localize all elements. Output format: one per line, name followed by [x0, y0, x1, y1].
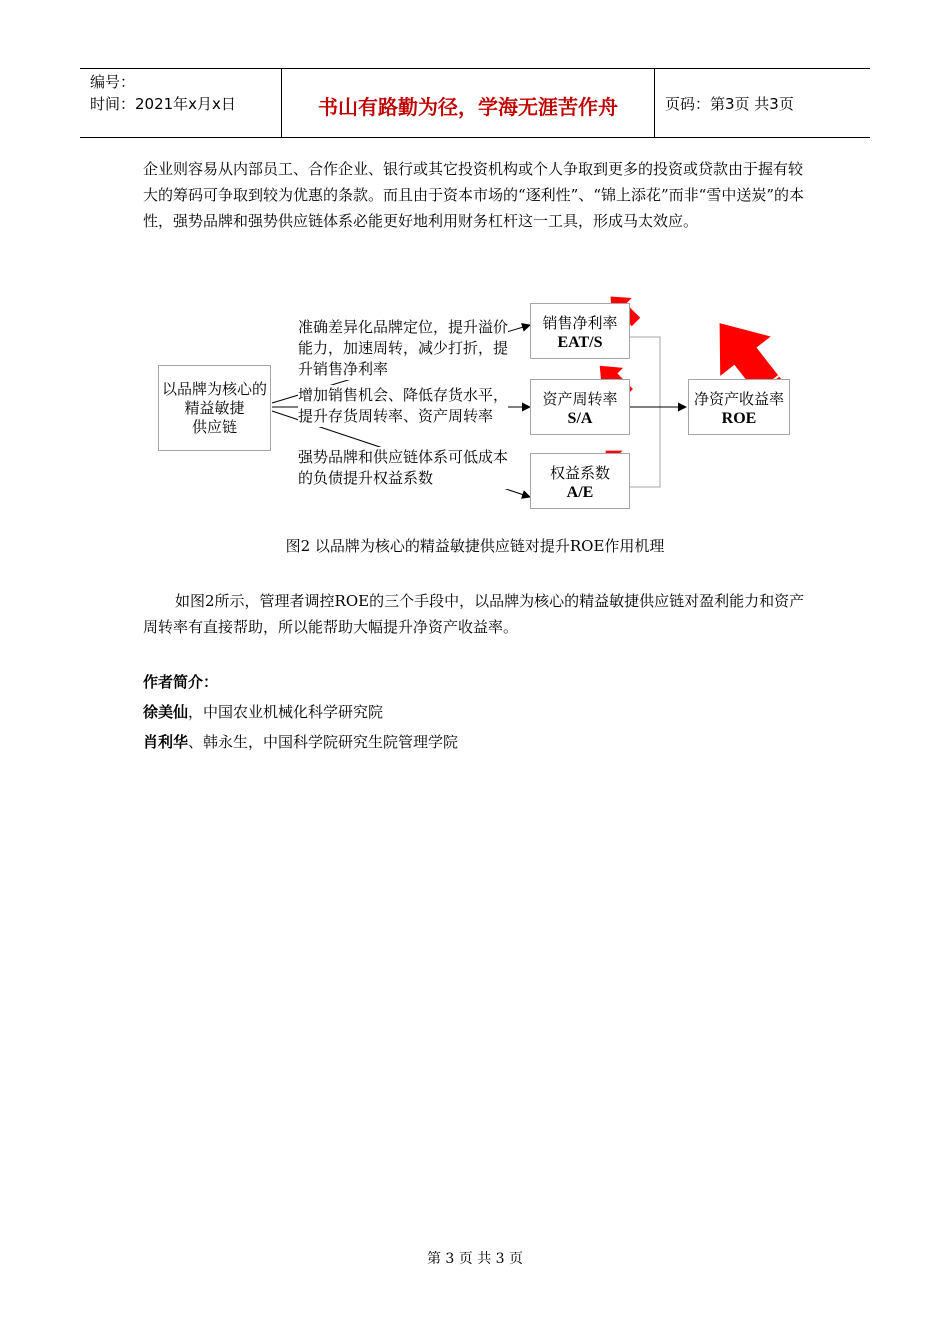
metric-name: 资产周转率	[542, 390, 618, 408]
author-line-2	[143, 731, 458, 753]
body-paragraph-1: 企业则容易从内部员工、合作企业、银行或其它投资机构或个人争取到更多的投资或贷款由于握有较大的筹码可争取到较为优惠的条款。而且由于资本市场的“逐利性”、“锦上添花”而非“雪中送炭”的本性，强势品牌和强势供应链体系必能更好地利用财务杠杆这一工具，形成马太效应。	[143, 160, 805, 230]
document-header	[80, 68, 870, 138]
header-number: 编号：	[90, 73, 136, 91]
figure-caption: 图2 以品牌为核心的精益敏捷供应链对提升ROE作用机理	[285, 537, 665, 555]
source-box	[158, 365, 271, 451]
label-line: 能力，加速周转，减少打折，提	[298, 339, 509, 357]
label-line: 强势品牌和供应链体系可低成本	[298, 448, 509, 466]
metric-formula: EAT/S	[557, 334, 603, 351]
result-box-roe	[688, 379, 790, 435]
bracket-line	[630, 337, 660, 487]
source-line: 精益敏捷	[184, 399, 245, 417]
body-paragraph-2: 如图2所示，管理者调控ROE的三个手段中，以品牌为核心的精益敏捷供应链对盈利能力和资产周转率有直接帮助，所以能帮助大幅提升净资产收益率。	[143, 592, 805, 636]
label-turnover	[298, 385, 508, 427]
source-line: 供应链	[191, 418, 237, 436]
header-motto: 书山有路勤为径，学海无涯苦作舟	[318, 95, 618, 119]
metric-name: 销售净利率	[542, 314, 618, 332]
author-line-1	[143, 701, 383, 723]
result-name: 净资产收益率	[693, 390, 784, 408]
label-equity	[298, 447, 508, 489]
header-date: 时间：2021年x月x日	[90, 95, 236, 113]
label-margin	[298, 317, 508, 380]
label-line: 的负债提升权益系数	[298, 469, 434, 487]
source-line: 以品牌为核心的	[161, 380, 267, 398]
metric-formula: A/E	[566, 484, 594, 501]
metric-box-margin	[530, 303, 630, 359]
author-name: 肖利华	[143, 733, 189, 751]
authors-heading: 作者简介：	[143, 673, 219, 691]
label-line: 准确差异化品牌定位，提升溢价	[298, 318, 509, 336]
metric-formula: S/A	[567, 410, 593, 427]
header-meta	[90, 71, 236, 115]
result-formula: ROE	[721, 410, 757, 427]
header-page: 页码：第3页 共3页	[665, 95, 794, 113]
header-divider	[654, 69, 655, 137]
roe-diagram	[150, 275, 830, 520]
label-line: 升销售净利率	[298, 360, 389, 378]
author-affiliation: ，中国农业机械化科学研究院	[188, 703, 384, 721]
metric-box-equity	[530, 453, 630, 509]
page-footer: 第 3 页 共 3 页	[426, 1251, 524, 1267]
metric-name: 权益系数	[549, 464, 610, 482]
author-affiliation: 、韩永生，中国科学院研究生院管理学院	[188, 733, 459, 751]
metric-box-turnover	[530, 379, 630, 435]
label-line: 提升存货周转率、资产周转率	[298, 407, 494, 425]
label-line: 增加销售机会、降低存货水平，	[298, 386, 509, 404]
author-name: 徐美仙	[143, 703, 189, 721]
